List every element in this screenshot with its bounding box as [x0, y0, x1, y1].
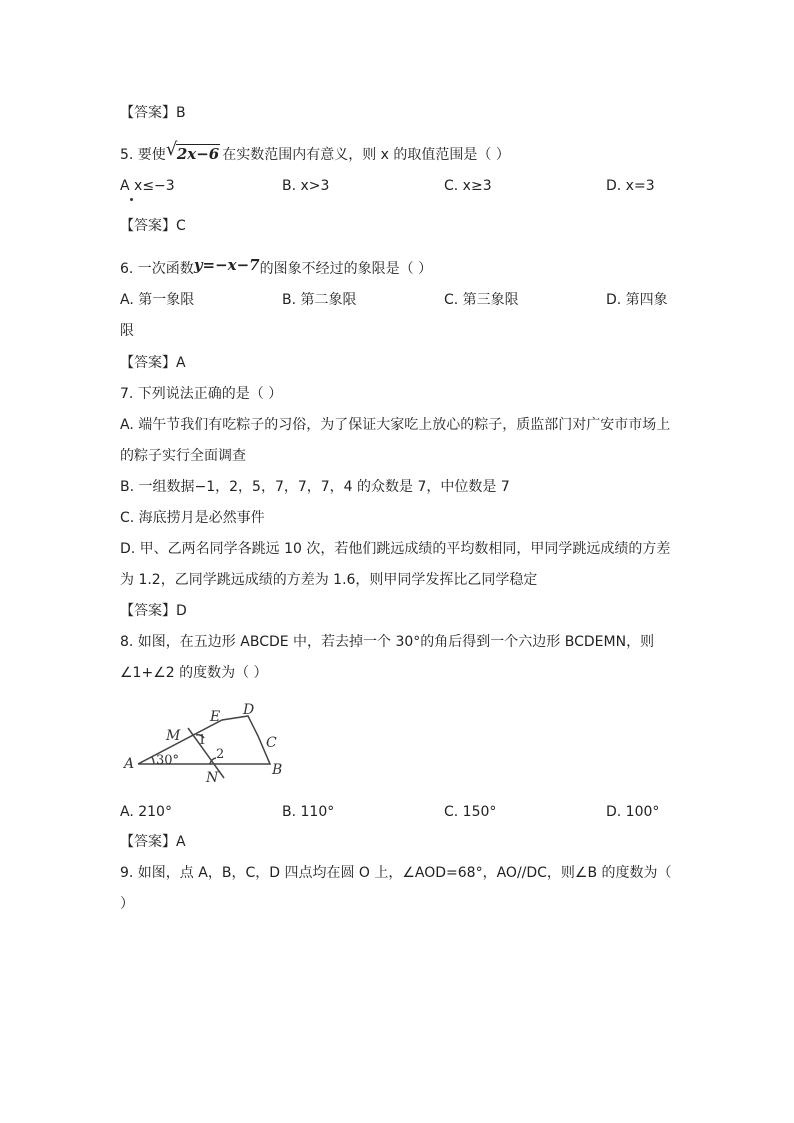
figure-label-angle30: 30° — [156, 753, 180, 768]
question-9-stem-line1: 9. 如图，点 A，B，C，D 四点均在圆 O 上，∠AOD=68°，AO//DC，则∠B 的度数为（ — [120, 865, 672, 881]
q5-prefix: 5. 要使 — [120, 147, 166, 163]
q8-option-d: D. 100° — [606, 804, 660, 820]
q5-option-b: B. x>3 — [282, 178, 330, 194]
figure-label-E: E — [210, 709, 221, 725]
q7-option-c: C. 海底捞月是必然事件 — [120, 510, 265, 526]
question-9-stem-line2: ） — [120, 896, 134, 912]
answer-q4: 【答案】B — [120, 105, 186, 121]
q7-option-a-line2: 的粽子实行全面调查 — [120, 448, 246, 464]
q6-suffix: 的图象不经过的象限是（ ） — [259, 261, 433, 277]
q5-option-c: C. x≥3 — [444, 178, 492, 194]
question-6 — [120, 258, 432, 279]
figure-label-B: B — [272, 762, 283, 778]
figure-label-angle2: 2 — [216, 747, 225, 762]
q6-option-b: B. 第二象限 — [282, 292, 357, 308]
q6-option-a: A. 第一象限 — [120, 292, 195, 308]
figure-label-A: A — [124, 756, 135, 772]
q7-option-a-line1: A. 端午节我们有吃粽子的习俗，为了保证大家吃上放心的粽子，质监部门对广安市市场上 — [120, 417, 671, 433]
q6-option-d: D. 第四象 — [606, 292, 668, 308]
figure-label-angle1: 1 — [198, 733, 207, 748]
question-8-stem-line1: 8. 如图，在五边形 ABCDE 中，若去掉一个 30°的角后得到一个六边形 BCDEMN，则 — [120, 634, 655, 650]
q5-option-a: A x≤−3 — [120, 178, 175, 194]
question-8-stem-line2: ∠1+∠2 的度数为（ ） — [120, 665, 268, 681]
figure-label-C: C — [266, 735, 277, 751]
q6-option-d-wrap: 限 — [120, 323, 134, 339]
answer-q5: 【答案】C — [120, 218, 186, 234]
q7-option-d-line2: 为 1.2，乙同学跳远成绩的方差为 1.6，则甲同学发挥比乙同学稳定 — [120, 572, 538, 588]
q7-option-d-line1: D. 甲、乙两名同学各跳远 10 次，若他们跳远成绩的平均数相同，甲同学跳远成绩的方差 — [120, 541, 671, 557]
q5-suffix: 在实数范围内有意义，则 x 的取值范围是（ ） — [222, 147, 510, 163]
answer-q7: 【答案】D — [120, 603, 187, 619]
question-5 — [120, 139, 510, 165]
q5-radicand: 2x−6 — [176, 145, 220, 163]
q5-option-d: D. x=3 — [606, 178, 655, 194]
answer-q6: 【答案】A — [120, 355, 186, 371]
figure-label-N: N — [206, 770, 219, 786]
answer-q8: 【答案】A — [120, 834, 186, 850]
q6-option-c: C. 第三象限 — [444, 292, 519, 308]
q5-radical: √ 2x−6 — [165, 139, 220, 163]
q8-option-c: C. 150° — [444, 804, 497, 820]
stray-dot — [130, 198, 133, 201]
figure-label-D: D — [243, 702, 255, 718]
q6-prefix: 6. 一次函数 — [120, 261, 194, 277]
q7-option-b: B. 一组数据−1，2，5，7，7，7，4 的众数是 7，中位数是 7 — [120, 479, 510, 495]
q6-expression: y=−x−7 — [193, 256, 260, 274]
figure-angle-arc-A — [152, 757, 154, 764]
q8-option-b: B. 110° — [282, 804, 335, 820]
q8-option-a: A. 210° — [120, 804, 172, 820]
pentagon-figure — [118, 698, 308, 790]
figure-label-M: M — [166, 728, 181, 744]
question-7-stem: 7. 下列说法正确的是（ ） — [120, 386, 283, 402]
